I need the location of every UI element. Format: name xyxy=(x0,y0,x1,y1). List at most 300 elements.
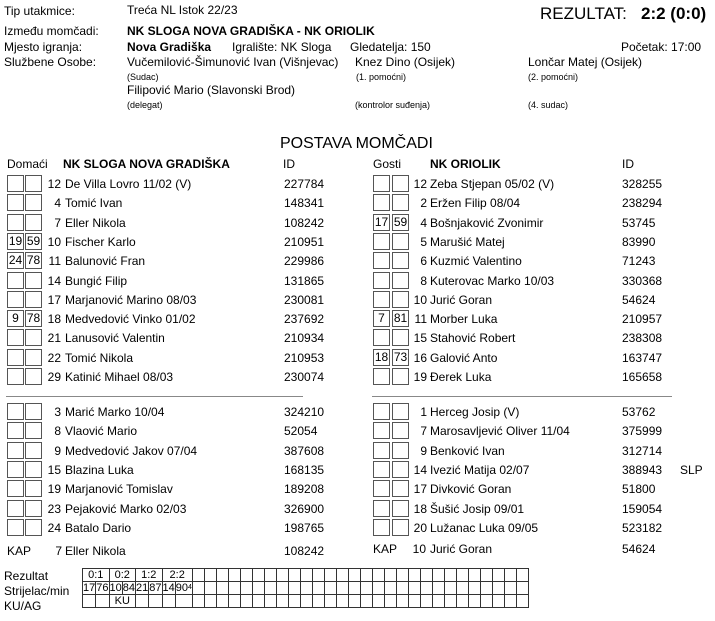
minute-box xyxy=(25,442,42,459)
minute-box xyxy=(25,349,42,366)
minute-box xyxy=(373,480,390,497)
empty-cell xyxy=(276,569,288,582)
empty-cell xyxy=(264,582,276,595)
empty-cell xyxy=(432,595,444,608)
empty-cell xyxy=(300,569,312,582)
player-number: 22 xyxy=(47,351,61,365)
empty-cell xyxy=(216,569,228,582)
empty-cell xyxy=(162,595,175,608)
player-id: 198765 xyxy=(284,521,325,535)
minute-box xyxy=(392,519,409,536)
minute-box: 59 xyxy=(26,234,41,248)
start-time: Početak: 17:00 xyxy=(621,40,702,54)
empty-cell xyxy=(468,582,480,595)
player-name: Lanusović Valentin xyxy=(65,331,165,345)
empty-cell xyxy=(408,569,420,582)
empty-cell xyxy=(204,595,216,608)
minute-box: 78 xyxy=(26,311,41,325)
minute-box: 78 xyxy=(26,253,41,267)
empty-cell xyxy=(264,569,276,582)
referee: Vučemilović-Šimunović Ivan (Višnjevac) xyxy=(127,55,339,69)
empty-cell xyxy=(348,582,360,595)
assistant1-role: (1. pomoćni) xyxy=(356,72,407,82)
empty-cell xyxy=(192,595,204,608)
empty-cell xyxy=(96,595,109,608)
player-id: 230081 xyxy=(284,293,325,307)
minute-box xyxy=(25,272,42,289)
ground: Igralište: NK Sloga xyxy=(232,40,332,54)
control-role: (kontrolor suđenja) xyxy=(355,100,431,110)
officials-label: Službene Osobe: xyxy=(4,55,97,69)
empty-cell xyxy=(228,582,240,595)
empty-cell xyxy=(396,582,408,595)
player-name: Blazina Luka xyxy=(65,463,134,477)
between-label: Između momčadi: xyxy=(4,24,99,38)
home-captain-label: KAP xyxy=(7,544,32,558)
player-number: 12 xyxy=(413,177,427,191)
player-name: Benković Ivan xyxy=(430,444,505,458)
minute-box xyxy=(373,233,390,250)
player-id: 163747 xyxy=(622,351,663,365)
player-number: 1 xyxy=(420,405,427,419)
player-name: Jurić Goran xyxy=(430,293,493,307)
player-name: Galović Anto xyxy=(430,351,498,365)
empty-cell xyxy=(216,595,228,608)
empty-cell xyxy=(216,582,228,595)
score-cell: 0:2 xyxy=(109,569,136,582)
minute-box xyxy=(7,349,24,366)
empty-cell xyxy=(444,595,456,608)
minute-box xyxy=(392,175,409,192)
minute-box xyxy=(25,500,42,517)
away-side-label: Gosti xyxy=(373,157,402,171)
player-id: 237692 xyxy=(284,312,325,326)
player-number: 18 xyxy=(413,502,427,516)
minute-box xyxy=(392,233,409,250)
empty-cell xyxy=(480,595,492,608)
empty-cell xyxy=(228,595,240,608)
minute-box xyxy=(25,214,42,231)
away-captain-label: KAP xyxy=(373,542,398,556)
minute-box xyxy=(373,442,390,459)
summary-grid xyxy=(82,568,529,608)
empty-cell xyxy=(240,582,252,595)
player-number: 5 xyxy=(420,235,427,249)
home-captain-name: Eller Nikola xyxy=(65,544,126,558)
minute-box xyxy=(392,368,409,385)
scorer-minute-cell xyxy=(149,582,162,595)
player-name: Tomić Nikola xyxy=(65,351,134,365)
empty-cell xyxy=(468,569,480,582)
empty-cell xyxy=(384,582,396,595)
scorer-minute-cell xyxy=(109,582,122,595)
player-name: Katinić Mihael 08/03 xyxy=(65,370,174,384)
score-cell: 1:2 xyxy=(136,569,163,582)
player-name: Eržen Filip 08/04 xyxy=(430,196,521,210)
player-number: 7 xyxy=(54,216,61,230)
empty-cell xyxy=(288,569,300,582)
empty-cell xyxy=(336,582,348,595)
empty-cell xyxy=(384,595,396,608)
away-separator xyxy=(372,396,672,397)
player-name: Herceg Josip (V) xyxy=(430,405,520,419)
player-name: Zeba Stjepan 05/02 (V) xyxy=(430,177,555,191)
player-id: 387608 xyxy=(284,444,325,458)
player-id: 210951 xyxy=(284,235,325,249)
player-id: 210957 xyxy=(622,312,663,326)
player-name: Medvedović Vinko 01/02 xyxy=(65,312,196,326)
empty-cell xyxy=(360,569,372,582)
assistant2: Lončar Matej (Osijek) xyxy=(528,55,643,69)
empty-cell xyxy=(492,569,504,582)
empty-cell xyxy=(149,595,162,608)
scorer-minute: 21 xyxy=(136,582,149,594)
minute-box xyxy=(25,461,42,478)
empty-cell xyxy=(300,595,312,608)
player-id: 388943 xyxy=(622,463,663,477)
empty-cell xyxy=(456,569,468,582)
empty-cell xyxy=(420,595,432,608)
player-id: 375999 xyxy=(622,424,663,438)
minute-box xyxy=(392,403,409,420)
away-team-name: NK ORIOLIK xyxy=(430,157,501,171)
player-number: 18 xyxy=(47,312,61,326)
empty-cell xyxy=(432,582,444,595)
player-id: 330368 xyxy=(622,274,663,288)
minute-box xyxy=(373,252,390,269)
minute-box xyxy=(373,422,390,439)
venue-label: Mjesto igranja: xyxy=(4,40,83,54)
minute-box xyxy=(7,175,24,192)
fourth-role: (4. sudac) xyxy=(528,100,569,110)
home-team-name: NK SLOGA NOVA GRADIŠKA xyxy=(63,157,230,171)
scorer-minute-cell xyxy=(96,582,109,595)
player-number: 9 xyxy=(54,444,61,458)
scorer-minute-cell xyxy=(122,582,135,595)
player-name: Ivezić Matija 02/07 xyxy=(430,463,530,477)
summary-scorer-label: Strijelac/min xyxy=(4,584,70,598)
player-id: 51800 xyxy=(622,482,656,496)
player-number: 17 xyxy=(413,482,427,496)
assistant1: Knez Dino (Osijek) xyxy=(355,55,456,69)
minute-box xyxy=(7,461,24,478)
empty-cell xyxy=(384,569,396,582)
player-name: Tomić Ivan xyxy=(65,196,123,210)
result-value: 2:2 (0:0) xyxy=(641,4,707,23)
player-number: 9 xyxy=(420,444,427,458)
scorer-minute: 84 xyxy=(122,582,135,594)
empty-cell xyxy=(240,595,252,608)
player-number: 11 xyxy=(414,312,427,326)
player-name: Batalo Dario xyxy=(65,521,132,535)
player-name: Stahović Robert xyxy=(430,331,516,345)
player-id: 148341 xyxy=(284,196,325,210)
player-name: Marušić Matej xyxy=(430,235,505,249)
player-id: 324210 xyxy=(284,405,325,419)
minute-box xyxy=(25,519,42,536)
minute-box xyxy=(392,291,409,308)
minute-box xyxy=(7,214,24,231)
summary-result-label: Rezultat xyxy=(4,569,49,583)
empty-cell xyxy=(468,595,480,608)
empty-cell xyxy=(492,582,504,595)
empty-cell xyxy=(456,582,468,595)
minute-box xyxy=(7,480,24,497)
empty-cell xyxy=(372,582,384,595)
minute-box: 73 xyxy=(393,350,408,364)
minute-box xyxy=(392,442,409,459)
player-number: 10 xyxy=(413,293,427,307)
empty-cell xyxy=(372,595,384,608)
home-captain-num: 7 xyxy=(55,544,62,558)
empty-cell xyxy=(480,569,492,582)
scorer-minute-cell xyxy=(83,582,96,595)
minute-box xyxy=(7,368,24,385)
empty-cell xyxy=(264,595,276,608)
player-id: 53745 xyxy=(622,216,656,230)
empty-cell xyxy=(480,582,492,595)
empty-cell xyxy=(420,569,432,582)
player-id: 189208 xyxy=(284,482,325,496)
empty-cell xyxy=(252,582,264,595)
empty-cell xyxy=(312,595,324,608)
minute-box xyxy=(25,403,42,420)
kuag-cell: KU xyxy=(109,595,136,608)
player-number: 16 xyxy=(413,351,427,365)
kuag-row xyxy=(83,595,529,608)
player-name: Divković Goran xyxy=(430,482,512,496)
minute-box xyxy=(7,500,24,517)
empty-cell xyxy=(336,569,348,582)
minute-box: 24 xyxy=(8,253,23,267)
empty-cell xyxy=(408,595,420,608)
player-id: 238294 xyxy=(622,196,663,210)
minute-box: 7 xyxy=(373,310,390,327)
minute-box xyxy=(25,291,42,308)
minute-box xyxy=(373,291,390,308)
minute-box xyxy=(392,500,409,517)
score-row xyxy=(83,569,529,582)
away-captain-id: 54624 xyxy=(622,542,656,556)
away-captain-name: Jurić Goran xyxy=(430,542,493,556)
player-number: 20 xyxy=(413,521,427,535)
player-name: Šušić Josip 09/01 xyxy=(430,502,525,516)
referee-role: (Sudac) xyxy=(127,72,159,82)
player-name: Marić Marko 10/04 xyxy=(65,405,165,419)
minute-box xyxy=(7,519,24,536)
player-id: 168135 xyxy=(284,463,325,477)
player-number: 19 xyxy=(413,370,427,384)
scorer-minute: 10 xyxy=(109,582,122,594)
scorer-minute-cell xyxy=(162,582,175,595)
empty-cell xyxy=(288,582,300,595)
minute-box xyxy=(25,329,42,346)
empty-cell xyxy=(456,595,468,608)
player-id: 108242 xyxy=(284,216,325,230)
minute-box xyxy=(373,500,390,517)
empty-cell xyxy=(396,569,408,582)
minute-box xyxy=(25,480,42,497)
player-id: 238308 xyxy=(622,331,663,345)
empty-cell xyxy=(504,582,516,595)
empty-cell xyxy=(516,569,528,582)
empty-cell xyxy=(192,569,204,582)
match-type: Treća NL Istok 22/23 xyxy=(127,3,238,17)
scorer-minute: 14 xyxy=(162,582,175,594)
empty-cell xyxy=(192,582,204,595)
player-number: 15 xyxy=(47,463,61,477)
empty-cell xyxy=(300,582,312,595)
home-separator xyxy=(6,396,303,397)
player-id: 312714 xyxy=(622,444,663,458)
minute-box xyxy=(25,194,42,211)
empty-cell xyxy=(432,569,444,582)
minute-box: 17 xyxy=(374,215,389,229)
player-id: 210953 xyxy=(284,351,325,365)
empty-cell xyxy=(175,595,192,608)
empty-cell xyxy=(504,569,516,582)
summary-kuag-label: KU/AG xyxy=(4,599,42,613)
player-name: Eller Nikola xyxy=(65,216,126,230)
minute-box xyxy=(392,480,409,497)
empty-cell xyxy=(504,595,516,608)
player-number: 7 xyxy=(420,424,427,438)
added-time: 4 xyxy=(188,584,192,591)
scorer-minute: 90 xyxy=(175,582,188,594)
minute-box xyxy=(7,272,24,289)
scorer-minute: 87 xyxy=(149,582,162,594)
minute-box xyxy=(373,194,390,211)
player-number: 11 xyxy=(48,254,61,268)
player-number: 12 xyxy=(47,177,61,191)
minute-box: 18 xyxy=(374,350,389,364)
player-name: Kuterovac Marko 10/03 xyxy=(430,274,555,288)
player-id: 229986 xyxy=(284,254,325,268)
scorer-minute-cell xyxy=(175,582,192,595)
minute-box xyxy=(392,252,409,269)
empty-cell xyxy=(336,595,348,608)
player-name: Đerek Luka xyxy=(430,370,492,384)
player-name: Marosavljević Oliver 11/04 xyxy=(430,424,570,438)
player-name: Bošnjaković Zvonimir xyxy=(430,216,544,230)
player-id: 210934 xyxy=(284,331,325,345)
minute-box xyxy=(25,368,42,385)
minute-box xyxy=(7,403,24,420)
scorer-minute: 17 xyxy=(83,582,96,594)
scorer-minute-cell xyxy=(136,582,149,595)
empty-cell xyxy=(324,595,336,608)
empty-cell xyxy=(312,569,324,582)
player-name: Fischer Karlo xyxy=(65,235,136,249)
player-id: 83990 xyxy=(622,235,656,249)
away-id-label: ID xyxy=(622,157,634,171)
player-number: 4 xyxy=(420,216,427,230)
player-id: 53762 xyxy=(622,405,656,419)
empty-cell xyxy=(136,595,149,608)
empty-cell xyxy=(312,582,324,595)
player-number: 4 xyxy=(54,196,61,210)
minute-box xyxy=(392,194,409,211)
minute-box xyxy=(7,329,24,346)
empty-cell xyxy=(204,569,216,582)
minute-box xyxy=(373,461,390,478)
player-id: 131865 xyxy=(284,274,325,288)
player-id: 71243 xyxy=(622,254,656,268)
empty-cell xyxy=(288,595,300,608)
empty-cell xyxy=(360,582,372,595)
empty-cell xyxy=(444,569,456,582)
match-type-label: Tip utakmice: xyxy=(4,4,75,18)
scorer-row xyxy=(83,582,529,595)
empty-cell xyxy=(228,569,240,582)
player-number: 14 xyxy=(413,463,427,477)
player-number: 8 xyxy=(420,274,427,288)
player-id: 326900 xyxy=(284,502,325,516)
empty-cell xyxy=(276,582,288,595)
minute-box xyxy=(7,291,24,308)
empty-cell xyxy=(516,595,528,608)
player-id: 328255 xyxy=(622,177,663,191)
home-captain-id: 108242 xyxy=(284,544,325,558)
player-number: 10 xyxy=(47,235,61,249)
minute-box xyxy=(373,175,390,192)
player-id: 54624 xyxy=(622,293,656,307)
minute-box xyxy=(25,422,42,439)
minute-box xyxy=(373,403,390,420)
assistant2-role: (2. pomoćni) xyxy=(528,72,579,82)
empty-cell xyxy=(348,569,360,582)
empty-cell xyxy=(204,582,216,595)
player-id: 523182 xyxy=(622,521,663,535)
player-name: Vlaović Mario xyxy=(65,424,138,438)
home-side-label: Domaći xyxy=(7,157,48,171)
player-name: Pejaković Marko 02/03 xyxy=(65,502,187,516)
minute-box xyxy=(392,422,409,439)
player-name: Marjanović Marino 08/03 xyxy=(65,293,197,307)
player-name: Medvedović Jakov 07/04 xyxy=(65,444,198,458)
minute-box xyxy=(373,519,390,536)
player-number: 23 xyxy=(47,502,61,516)
player-number: 2 xyxy=(420,196,427,210)
empty-cell xyxy=(348,595,360,608)
away-captain-num: 10 xyxy=(412,542,426,556)
player-number: 15 xyxy=(413,331,427,345)
player-id: 159054 xyxy=(622,502,663,516)
player-number: 6 xyxy=(420,254,427,268)
player-name: De Villa Lovro 11/02 (V) xyxy=(65,177,192,191)
player-number: 29 xyxy=(47,370,61,384)
player-name: Balunović Fran xyxy=(65,254,146,268)
score-cell: 2:2 xyxy=(162,569,192,582)
scorer-minute: 76 xyxy=(96,582,109,594)
player-number: 21 xyxy=(47,331,61,345)
spectators: Gledatelja: 150 xyxy=(350,40,431,54)
player-number: 24 xyxy=(47,521,61,535)
minute-box xyxy=(7,442,24,459)
empty-cell xyxy=(396,595,408,608)
player-number: 19 xyxy=(47,482,61,496)
empty-cell xyxy=(444,582,456,595)
empty-cell xyxy=(360,595,372,608)
venue: Nova Gradiška xyxy=(127,40,212,54)
empty-cell xyxy=(492,595,504,608)
empty-cell xyxy=(324,569,336,582)
minute-box: 9 xyxy=(7,310,24,327)
player-number: 8 xyxy=(54,424,61,438)
empty-cell xyxy=(372,569,384,582)
score-cell: 0:1 xyxy=(83,569,110,582)
empty-cell xyxy=(252,569,264,582)
